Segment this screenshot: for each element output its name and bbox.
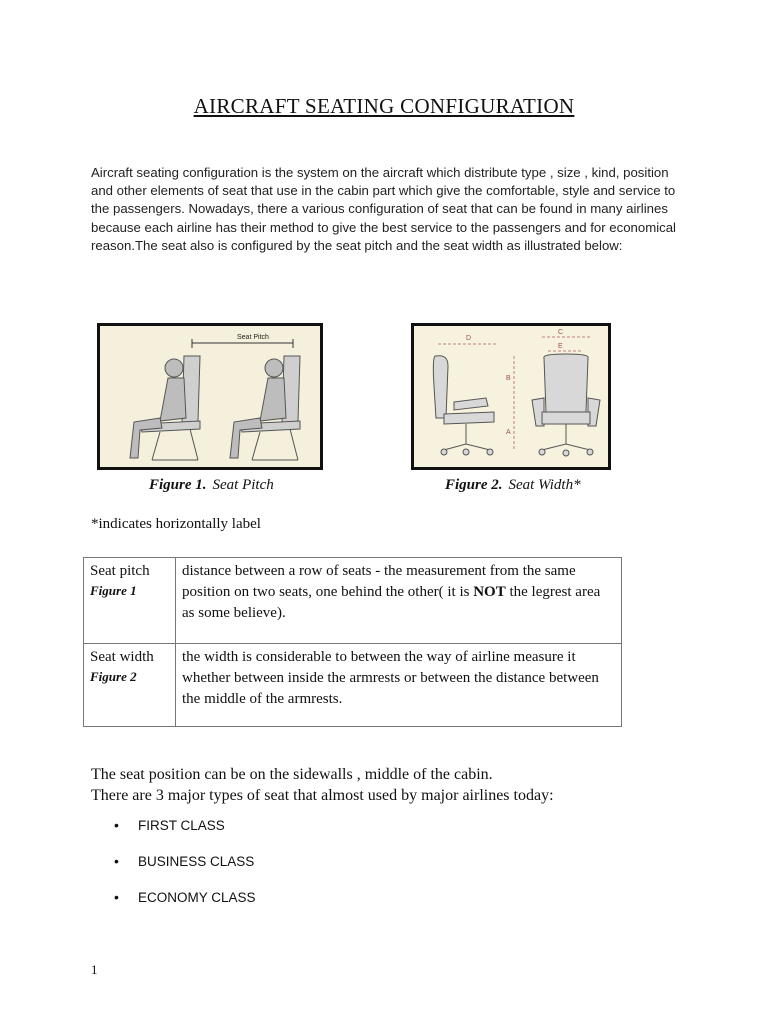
- figure-1-caption-text: Seat Pitch: [212, 477, 274, 493]
- seat-width-illustration: [414, 326, 608, 467]
- figure-2-caption: [445, 477, 581, 494]
- seat-pitch-definition-end: the legrest area as some believe).: [182, 584, 601, 621]
- definition-cell: [176, 644, 622, 727]
- intro-paragraph: Aircraft seating configuration is the system on the aircraft which distribute type , size , kind, position and other elements of seat that use in the cabin part which give the comfortable, style and service to the passengers. Nowadays, there a various configuration of seat that can be found in many airlines because each airline has their method to give the best service to the passengers and for economical reason.The seat also is configured by the seat pitch and the seat width as illustrated below:: [91, 165, 676, 253]
- dimension-letter-c: C: [558, 329, 564, 336]
- term-cell: [84, 558, 176, 644]
- summary-line-1: The seat position can be on the sidewalls , middle of the cabin.: [91, 766, 493, 783]
- list-item: • BUSINESS CLASS: [114, 854, 256, 890]
- horizontal-label-note: *indicates horizontally label: [91, 516, 261, 532]
- table-row: [84, 644, 622, 727]
- figure-1-label: Figure 1.: [149, 477, 207, 493]
- dimension-letter-e: E: [558, 343, 563, 350]
- definitions-table: [83, 557, 622, 727]
- definition-cell: [176, 558, 622, 644]
- list-item: • ECONOMY CLASS: [114, 890, 256, 926]
- seat-pitch-image-label: Seat Pitch: [237, 334, 269, 341]
- seat-pitch-emphasis: NOT: [473, 584, 506, 600]
- seat-pitch-definition: distance between a row of seats - the measurement from the same position on two seats, one behind the other( it is: [182, 563, 576, 600]
- page-title: AIRCRAFT SEATING CONFIGURATION: [193, 94, 575, 118]
- term-cell: [84, 644, 176, 727]
- seat-width-definition: the width is considerable to between the way of airline measure it whether between inside the armrests or between the distance between the middle of the armrests.: [182, 649, 599, 707]
- term-seat-width: Seat width: [90, 649, 154, 665]
- list-item: • FIRST CLASS: [114, 818, 256, 854]
- seat-types-summary: [91, 764, 711, 806]
- seat-width-figure: [411, 323, 611, 470]
- dimension-letter-b: B: [506, 375, 511, 382]
- seat-class-list: [114, 818, 256, 926]
- figure-2-label: Figure 2.: [445, 477, 503, 493]
- figure-1-caption: [149, 477, 274, 494]
- dimension-letter-d: D: [466, 335, 472, 342]
- seat-pitch-illustration: [100, 326, 320, 467]
- summary-line-2: There are 3 major types of seat that almost used by major airlines today:: [91, 787, 554, 804]
- seat-pitch-figure: [97, 323, 323, 470]
- term-seat-pitch: Seat pitch: [90, 563, 150, 579]
- table-row: [84, 558, 622, 644]
- dimension-letter-a: A: [506, 429, 511, 436]
- term-ref-figure-1: Figure 1: [90, 583, 137, 598]
- term-ref-figure-2: Figure 2: [90, 669, 137, 684]
- page-number: 1: [91, 962, 98, 977]
- figure-2-caption-text: Seat Width*: [508, 477, 581, 493]
